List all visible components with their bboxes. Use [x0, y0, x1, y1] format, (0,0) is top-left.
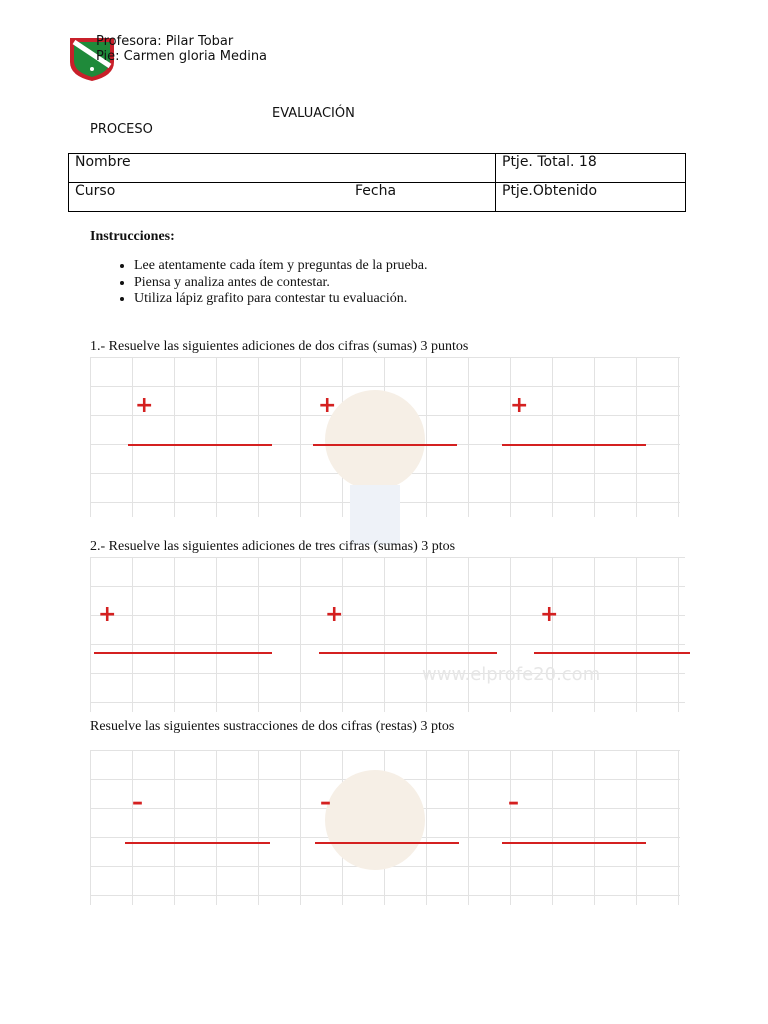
- page-subtitle: PROCESO: [90, 122, 153, 137]
- result-line: [94, 652, 272, 654]
- result-line: [319, 652, 497, 654]
- section-2-title: 2.- Resuelve las siguientes adiciones de tres cifras (sumas) 3 ptos: [90, 539, 456, 554]
- result-line: [125, 842, 270, 844]
- plus-sign-icon: +: [510, 393, 529, 418]
- instruction-item: • Piensa y analiza antes de contestar.: [134, 275, 427, 292]
- minus-sign-icon: –: [508, 790, 519, 815]
- site-watermark: www.elprofe20.com: [422, 664, 601, 685]
- obtained-score-label: Ptje.Obtenido: [502, 183, 598, 199]
- result-line: [313, 444, 457, 446]
- instructions-heading: Instrucciones:: [90, 229, 175, 244]
- section-3-title: Resuelve las siguientes sustracciones de dos cifras (restas) 3 ptos: [90, 719, 455, 734]
- instruction-item: • Lee atentamente cada ítem y preguntas de la prueba.: [134, 258, 427, 275]
- result-line: [502, 444, 646, 446]
- minus-sign-icon: –: [320, 790, 331, 815]
- teacher-name: Profesora: Pilar Tobar: [96, 34, 234, 49]
- course-label: Curso: [75, 183, 116, 199]
- result-line: [534, 652, 690, 654]
- result-line: [502, 842, 646, 844]
- minus-sign-icon: –: [132, 790, 143, 815]
- plus-sign-icon: +: [318, 393, 337, 418]
- plus-sign-icon: +: [135, 393, 154, 418]
- instruction-item: • Utiliza lápiz grafito para contestar tu evaluación.: [134, 291, 427, 308]
- result-line: [128, 444, 272, 446]
- pie-teacher-name: Pie: Carmen gloria Medina: [96, 49, 268, 64]
- total-score-label: Ptje. Total. 18: [502, 154, 597, 170]
- date-label: Fecha: [355, 183, 397, 199]
- result-line: [315, 842, 459, 844]
- name-label: Nombre: [75, 154, 131, 170]
- page-title: EVALUACIÓN: [272, 106, 355, 121]
- plus-sign-icon: +: [98, 602, 117, 627]
- section-1-title: 1.- Resuelve las siguientes adiciones de dos cifras (sumas) 3 puntos: [90, 339, 469, 354]
- plus-sign-icon: +: [325, 602, 344, 627]
- plus-sign-icon: +: [540, 602, 559, 627]
